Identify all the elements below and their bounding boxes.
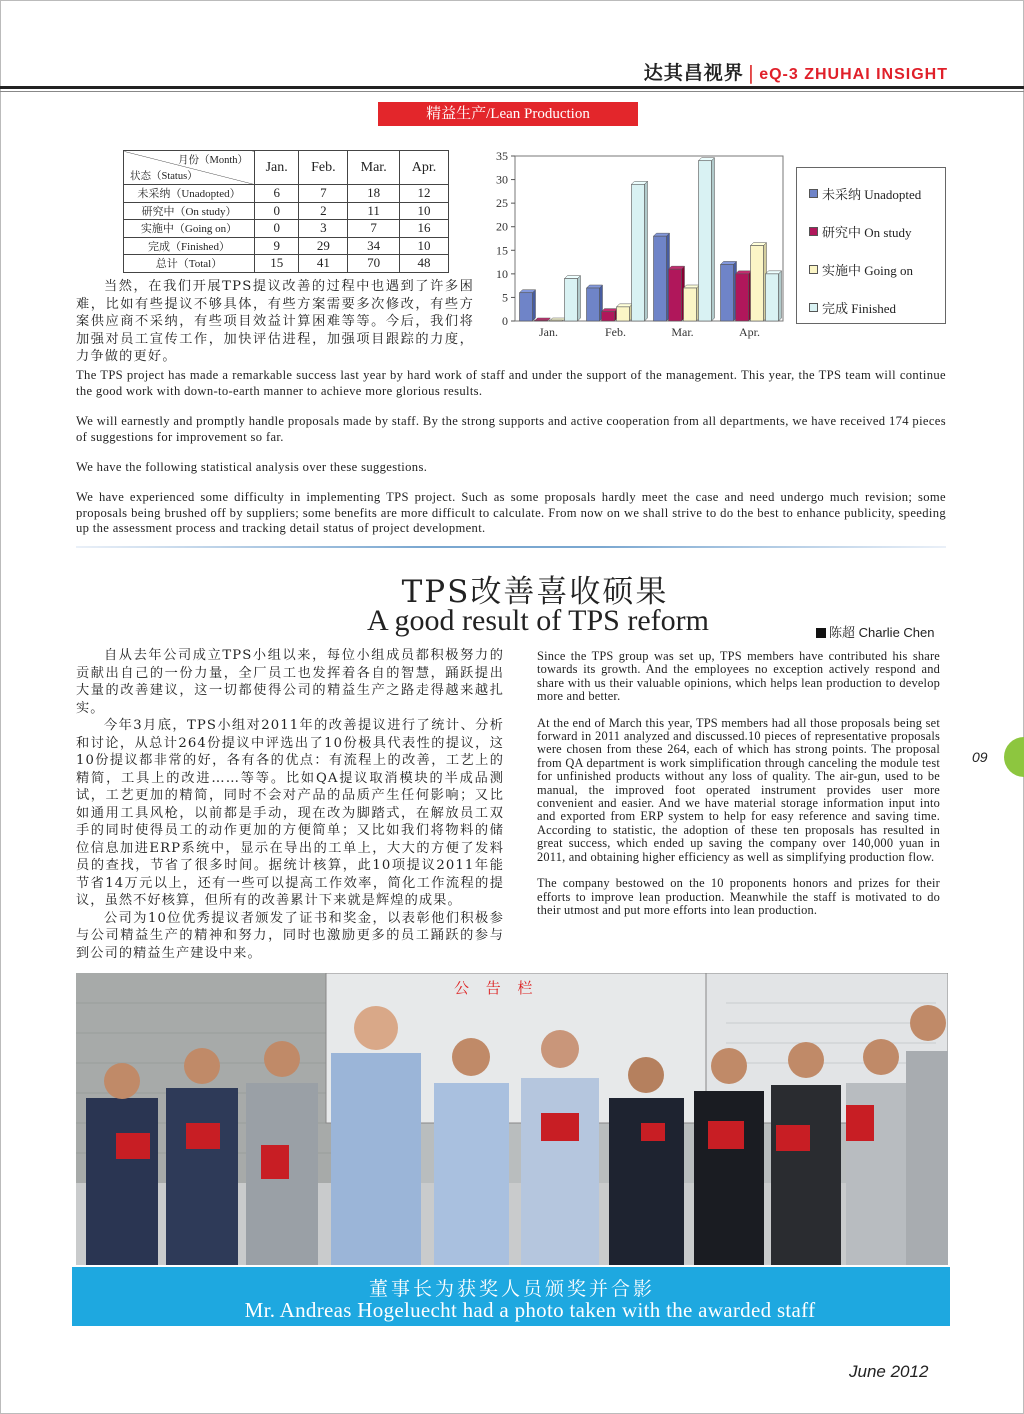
header-title [644,58,948,85]
proposal-status-bar-chart [488,148,788,343]
bar-top [751,243,767,246]
article-cn-column [76,647,504,962]
statistics-table [123,150,449,273]
article-en-column [537,650,940,930]
y-tick-label: 20 [496,219,508,234]
table-month-header: Mar. [348,151,400,185]
table-corner-cell [124,151,255,185]
bar-top [587,285,603,288]
corner-status-label: 状态（Status） [130,171,198,182]
table-cell: 7 [299,185,348,203]
bar-top [766,271,782,274]
bar [751,246,764,321]
table-row [124,220,449,238]
table-cell: 0 [255,202,299,220]
table-cell: 18 [348,185,400,203]
en-article-paragraph: At the end of March this year, TPS members had all those proposals being set forward in 2011 analyzed and discussed.10 pieces of representative proposals were chosen from these 264, each of which has strong points. The proposal from QA department is work simplification through canceling the module test for unfinished products without any loss of quality. The air-gun, used to be manual, the improved foot operated instrument provides user more convenient and easier. And we have material storage information input into and exported from ERP system to help for easy reference and saving time. According to statistic, the adoption of these ten proposals has resulted in great success, which ended up saving the company over 140,000 yuan in 2011, and obtaining higher efficiency as well as simplifying production flow. [537,715,940,864]
table-row-label: 总计（Total） [124,255,255,273]
table-row-label: 实施中（Going on） [124,220,255,238]
y-tick-label: 30 [496,172,508,187]
table-cell: 7 [348,220,400,238]
bar-top [602,309,618,312]
bar-top [565,276,581,279]
legend-item-going-on [809,260,913,279]
table-row-label: 完成（Finished） [124,237,255,255]
bar [736,274,749,321]
bar-top [669,266,685,269]
cn-article-paragraph: 自从去年公司成立TPS小组以来，每位小组成员都积极努力的贡献出自己的一份力量，全厂员工也发挥着各自的智慧，踊跃提出大量的改善建议，这一切都使得公司的精益生产之路走得越来越扎实。 [76,648,504,716]
y-tick-label: 10 [496,266,508,281]
y-tick-label: 0 [502,314,508,328]
table-row [124,255,449,273]
chart-legend [796,167,946,324]
bar-side [712,158,715,321]
table-row [124,202,449,220]
header-separator: | [747,62,756,84]
header-rule-thin [0,91,1024,92]
bar [520,293,533,321]
cn-article-paragraph: 公司为10位优秀提议者颁发了证书和奖金，以表彰他们积极参与公司精益生产的精神和努力，同时也激励更多的员工踊跃的参与到公司的精益生产建设中来。 [76,910,504,961]
table-row [124,185,449,203]
table-cell: 16 [400,220,449,238]
table-row [124,237,449,255]
group-photo-illustration [76,973,948,1265]
legend-swatch [809,189,818,198]
table-cell: 10 [400,237,449,255]
x-tick-label: Mar. [671,325,694,339]
bar-top [736,271,752,274]
footer-date: June 2012 [849,1362,929,1381]
bar-side [533,290,536,321]
en-paragraph: We have experienced some difficulty in implementing TPS project. Such as some proposals hardly meet the case and need undergo much revision; some proposals being brushed off by suppliers; some benefits are more difficult to calculate. From now on we shall strive to do the best to enhance publicity, speeding up the assessment process and tracking detail status of project development. [76,490,946,535]
legend-label: 研究中 On study [822,225,912,240]
legend-item-on-study [809,222,912,241]
table-row-label: 研究中（On study） [124,202,255,220]
bar-side [578,276,581,321]
author-name: 陈超 Charlie Chen [829,625,935,640]
bar [721,264,734,321]
x-tick-label: Jan. [539,325,558,339]
bar-side [645,181,648,321]
award-group-photo [76,973,948,1265]
legend-swatch [809,303,818,312]
article-title-en: A good result of TPS reform [367,604,709,637]
table-cell: 10 [400,202,449,220]
legend-swatch [809,265,818,274]
bar [602,312,615,321]
en-article-paragraph: Since the TPS group was set up, TPS members have contributed his share towards its growth. And the employees no exception actively respond and share with us their valuable opinions, which helps lean production to develop more and better. [537,649,940,704]
table-month-header: Apr. [400,151,449,185]
table-cell: 6 [255,185,299,203]
bar-top [520,290,536,293]
y-tick-label: 5 [502,290,508,305]
table-row-label: 未采纳（Unadopted） [124,185,255,203]
table-cell: 41 [299,255,348,273]
y-tick-label: 25 [496,196,508,211]
bar-side [779,271,782,321]
table-cell: 70 [348,255,400,273]
bar-top [721,261,737,264]
y-tick-label: 15 [496,243,508,258]
article-title-cn: TPS改善喜收硕果 [401,574,669,610]
bar-top [699,158,715,161]
header-cn-title: 达其昌视界 [643,62,744,84]
x-tick-label: Apr. [739,325,760,339]
x-tick-label: Feb. [605,325,626,339]
bar [535,320,548,321]
legend-label: 实施中 Going on [822,263,914,278]
bar [565,279,578,321]
section-divider [76,546,946,548]
bar-top [617,304,633,307]
bar-top [684,285,700,288]
en-paragraph: The TPS project has made a remarkable success last year by hard work of staff and under the support of the management. This year, the TPS team will continue the good work with down-to-earth manner to achieve more glorious results. [76,368,946,398]
bar [632,184,645,321]
en-paragraph: We have the following statistical analysis over these suggestions. [76,460,428,474]
photo-caption-en: Mr. Andreas Hogeluecht had a photo taken with the awarded staff [244,1298,816,1322]
cn-article-paragraph: 今年3月底，TPS小组对2011年的改善提议进行了统计、分析和讨论，从总计264份提议中评选出了10份极具代表性的提议，这10份提议都非常的好，各有各的优点：有流程上的改善，工艺上的精简，工具上的改进……等等。比如QA提议取消模块的半成品测试，工艺更加的精简，同时不会对产品的品质产生任何影响；又比如通用工具风枪，以前都是手动，现在改为脚踏式，在解放员工双手的同时使得员工的动作更加的方便简单；又比如我们将物料的储位信息加进ERP系统中，显示在导出的工单上，大大的方便了发料员的查找，节省了很多时间。据统计核算，此10项提议2011年能节省14万元以上，还有一些可以提高工作效率，简化工作流程的提议，虽然不好核算，但所有的改善累计下来就是辉煌的成果。 [76,718,504,908]
magazine-header [0,50,1024,90]
legend-label: 未采纳 Unadopted [822,187,922,202]
table-cell: 3 [299,220,348,238]
author-square-icon [816,628,826,638]
bar [766,274,779,321]
section-tag: 精益生产/Lean Production [378,102,638,126]
bar [669,269,682,321]
header-rule [0,86,1024,89]
table-cell: 2 [299,202,348,220]
bar [550,320,563,321]
corner-month-label: 月份（Month） [177,155,248,166]
photo-board-text: 公 告 栏 [454,979,539,997]
bar-top [632,181,648,184]
legend-item-unadopted [809,184,921,203]
table-cell: 48 [400,255,449,273]
table-header-row [124,151,449,185]
cn-intro-paragraph: 当然，在我们开展TPS提议改善的过程中也遇到了许多困难，比如有些提议不够具体，有些方案需要多次修改，有些方案供应商不采纳，有些项目效益计算困难等等。今后，我们将加强对员工宣传工作，加快评估进程，加强项目跟踪的力度，力争做的更好。 [76,279,474,364]
y-tick-label: 35 [496,149,508,163]
table-cell: 9 [255,237,299,255]
table-cell: 34 [348,237,400,255]
table-cell: 12 [400,185,449,203]
table-cell: 0 [255,220,299,238]
table-cell: 15 [255,255,299,273]
bar [684,288,697,321]
en-article-paragraph: The company bestowed on the 10 proponents honors and prizes for their efforts to improve lean production. Meanwhile the staff is motivated to do their utmost and put more efforts into lean production. [537,876,940,917]
article-author [816,622,935,641]
en-paragraph: We will earnestly and promptly handle proposals made by staff. By the strong supports and active cooperation from all departments, we have received 174 pieces of suggestions for improvement so far. [76,414,946,444]
legend-swatch [809,227,818,236]
legend-item-finished [809,298,896,317]
table-month-header: Jan. [255,151,299,185]
bar [617,307,630,321]
header-en-title: eQ-3 ZHUHAI INSIGHT [759,66,948,83]
page-number: 09 [972,749,988,765]
bar [587,288,600,321]
bar-top [654,233,670,236]
bar [699,161,712,321]
table-cell: 29 [299,237,348,255]
legend-label: 完成 Finished [822,301,897,316]
bar [654,236,667,321]
table-month-header: Feb. [299,151,348,185]
table-cell: 11 [348,202,400,220]
photo-caption-cn: 董事长为获奖人员颁奖并合影 [368,1278,655,1300]
